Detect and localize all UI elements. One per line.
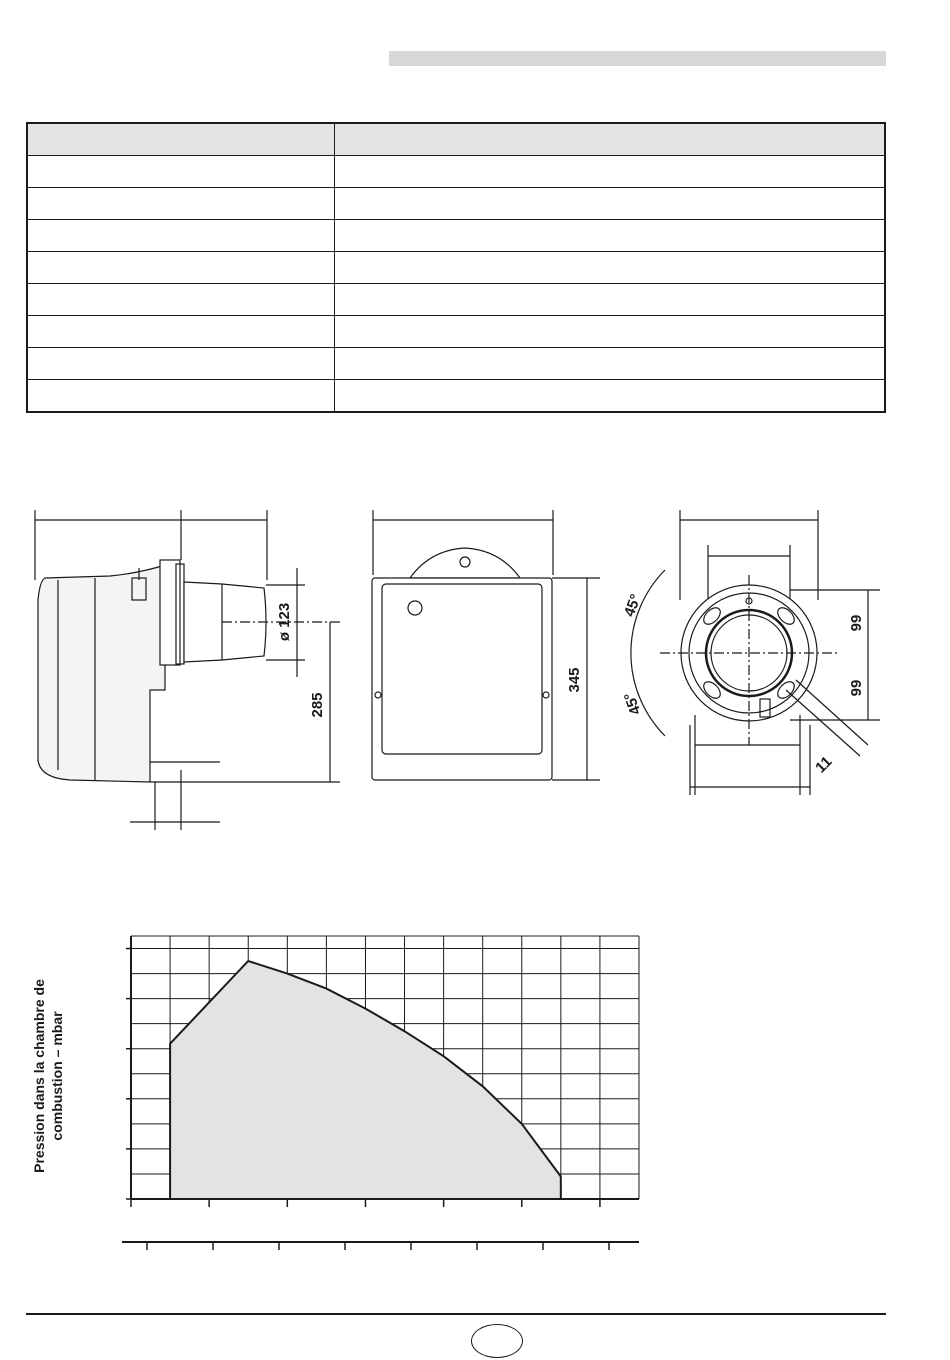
hole-dimension-label: 11 <box>812 753 836 777</box>
front-height-dimension-label: 345 <box>566 667 583 693</box>
flange-view-drawing <box>631 510 880 795</box>
nozzle-diameter-label: ø 123 <box>276 602 293 642</box>
table-row <box>27 188 885 220</box>
angle-top-label: 45° <box>620 591 645 620</box>
table-row <box>27 316 885 348</box>
table-row <box>27 252 885 284</box>
angle-bottom-label: 45° <box>620 689 645 718</box>
lower-spacing-label: 99 <box>848 679 865 697</box>
table-row <box>27 380 885 413</box>
height-dimension-label: 285 <box>309 692 326 718</box>
table-row <box>27 156 885 188</box>
specification-table <box>26 122 886 413</box>
table-row <box>27 220 885 252</box>
footer-rule <box>26 1313 886 1315</box>
dimension-drawings <box>0 490 950 840</box>
front-view-drawing <box>372 510 600 780</box>
page-number-oval <box>471 1324 523 1358</box>
table-row <box>27 348 885 380</box>
table-row <box>27 284 885 316</box>
table-header-row <box>27 123 885 156</box>
side-view-drawing <box>35 510 340 830</box>
chart-y-axis-label: Pression dans la chambre de combustion – mbar <box>31 979 65 1173</box>
pressure-chart <box>0 920 700 1260</box>
upper-spacing-label: 99 <box>848 614 865 632</box>
section-header-bar <box>389 51 886 66</box>
